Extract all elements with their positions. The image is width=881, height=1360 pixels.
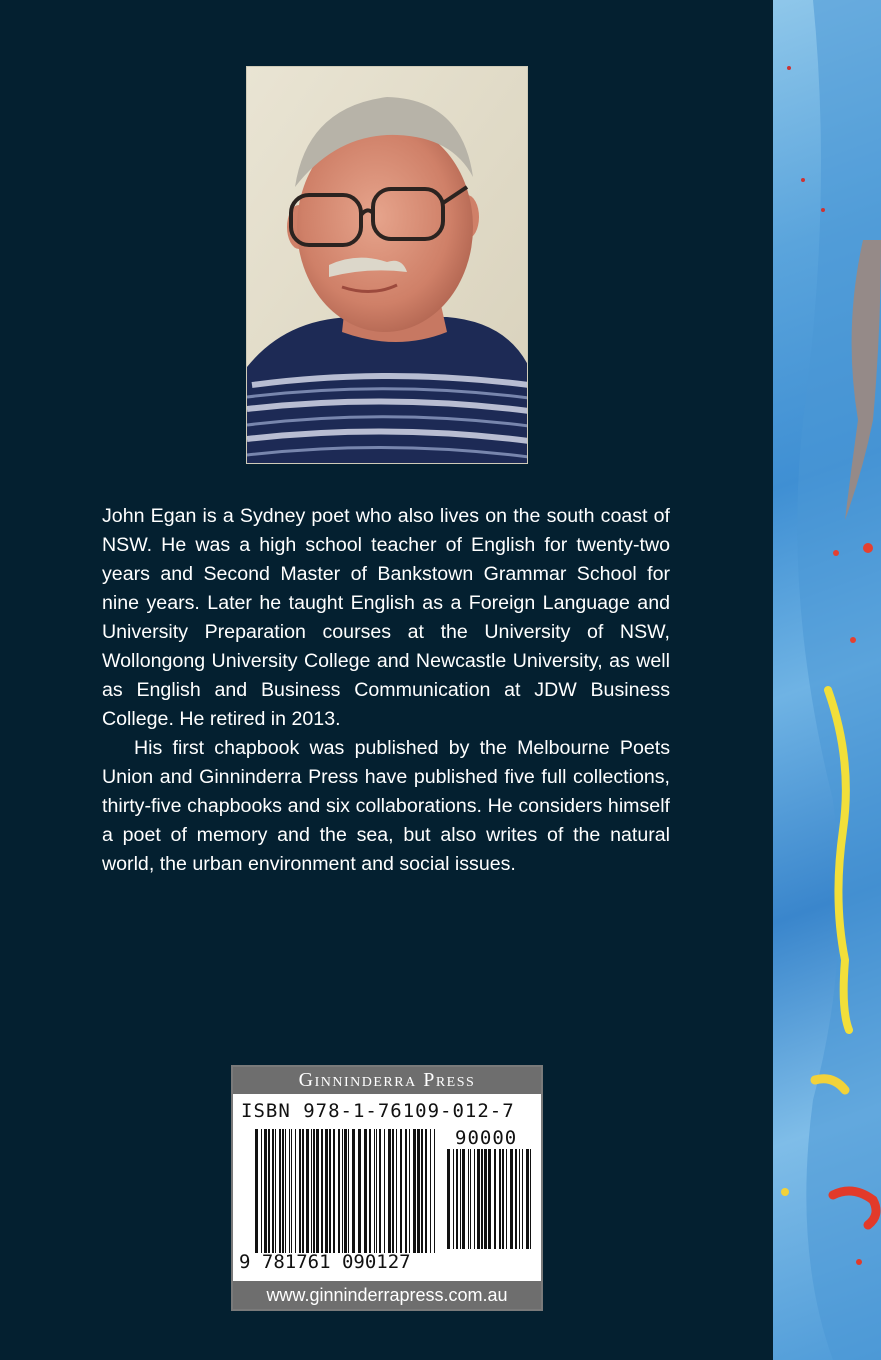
barcode-bar xyxy=(264,1129,267,1253)
barcode-bar xyxy=(499,1149,501,1249)
barcode-bar xyxy=(291,1129,292,1253)
bio-paragraph-1: John Egan is a Sydney poet who also lives on the south coast of NSW. He was a high school teacher of English for twenty-two years and Second Master of Bankstown Grammar School for nine years. Later he taught English as a Foreign Language and University Preparation courses at the University of NSW, Wollongong University College and Newcastle University, as well as English and Business Communication at JDW Business College. He retired in 2013. xyxy=(102,505,670,730)
barcode-bar xyxy=(522,1149,523,1249)
barcode-bar xyxy=(316,1129,319,1253)
barcode-bar xyxy=(306,1129,309,1253)
barcode-bar xyxy=(374,1129,375,1253)
barcode-bar xyxy=(272,1129,274,1253)
barcode-bar xyxy=(388,1129,391,1253)
barcode-bar xyxy=(282,1129,284,1253)
author-bio xyxy=(102,502,670,879)
publisher-name: Ginninderra Press xyxy=(233,1067,541,1094)
ean-barcode xyxy=(255,1129,435,1253)
barcode-bar xyxy=(484,1149,487,1249)
barcode-bar xyxy=(268,1129,270,1253)
barcode-bar xyxy=(295,1129,296,1253)
barcode-bar xyxy=(506,1149,507,1249)
barcode-bar xyxy=(299,1129,301,1253)
barcode-bar xyxy=(425,1129,427,1253)
barcode-bar xyxy=(519,1149,520,1249)
paint-splash-art xyxy=(773,0,881,1360)
publisher-website: www.ginninderrapress.com.au xyxy=(233,1281,541,1309)
barcode-bar xyxy=(462,1149,465,1249)
barcode-bar xyxy=(515,1149,517,1249)
front-cover-edge-artwork xyxy=(773,0,881,1360)
bio-paragraph-2: His first chapbook was published by the Melbourne Poets Union and Ginninderra Press have published five full collections, thirty-five chapbooks and six collaborations. He considers himself a poet of memory and the sea, but also writes of the natural world, the urban environment and social issues. xyxy=(102,737,670,875)
barcode-bar xyxy=(302,1129,304,1253)
barcode-bar xyxy=(526,1149,529,1249)
isbn-label: ISBN 978-1-76109-012-7 xyxy=(241,1100,515,1122)
author-portrait-image xyxy=(247,67,528,464)
barcode-bar xyxy=(405,1129,407,1253)
author-photo xyxy=(246,66,528,464)
barcode-bar xyxy=(376,1129,377,1253)
barcode-bar xyxy=(477,1149,480,1249)
barcode-bar xyxy=(396,1129,397,1253)
barcode-bar xyxy=(321,1129,323,1253)
barcode-bar xyxy=(352,1129,355,1253)
barcode-bar xyxy=(502,1149,504,1249)
barcode-bar xyxy=(460,1149,461,1249)
barcode-bar xyxy=(510,1149,513,1249)
barcode-bar xyxy=(279,1129,281,1253)
barcode-bar xyxy=(358,1129,361,1253)
barcode-bar xyxy=(261,1129,262,1253)
barcode-bar xyxy=(413,1129,416,1253)
barcode-digits: 9 781761 090127 xyxy=(239,1251,411,1273)
barcode-bar xyxy=(329,1129,331,1253)
barcode-bar xyxy=(275,1129,276,1253)
price-code: 90000 xyxy=(455,1127,518,1149)
barcode-bar xyxy=(384,1129,385,1253)
barcode-bar xyxy=(494,1149,496,1249)
barcode-bar xyxy=(255,1129,258,1253)
barcode-bar xyxy=(430,1129,431,1253)
barcode-bar xyxy=(474,1149,475,1249)
barcode-bar xyxy=(392,1129,394,1253)
barcode-bar xyxy=(400,1129,402,1253)
barcode-bar xyxy=(530,1149,531,1249)
barcode-bar xyxy=(434,1129,435,1253)
barcode-bar xyxy=(369,1129,371,1253)
barcode-bar xyxy=(313,1129,315,1253)
barcode-bar xyxy=(488,1149,491,1249)
barcode-bar xyxy=(409,1129,410,1253)
barcode-bar xyxy=(344,1129,347,1253)
barcode-bar xyxy=(468,1149,469,1249)
barcode-bar xyxy=(453,1149,454,1249)
barcode-bar xyxy=(364,1129,367,1253)
barcode-bar xyxy=(333,1129,335,1253)
barcode-bar xyxy=(348,1129,349,1253)
barcode-bar xyxy=(481,1149,483,1249)
addon-barcode xyxy=(447,1149,537,1249)
barcode-bar xyxy=(311,1129,312,1253)
barcode-bar xyxy=(456,1149,458,1249)
barcode-bar xyxy=(421,1129,423,1253)
barcode-bar xyxy=(379,1129,381,1253)
barcode-bar xyxy=(338,1129,340,1253)
barcode-bar xyxy=(289,1129,290,1253)
barcode-bar xyxy=(325,1129,328,1253)
isbn-barcode-block xyxy=(231,1065,543,1311)
barcode-bar xyxy=(342,1129,343,1253)
barcode-bar xyxy=(417,1129,420,1253)
barcode-bar xyxy=(470,1149,471,1249)
barcode-bar xyxy=(285,1129,286,1253)
barcode-bar xyxy=(447,1149,450,1249)
